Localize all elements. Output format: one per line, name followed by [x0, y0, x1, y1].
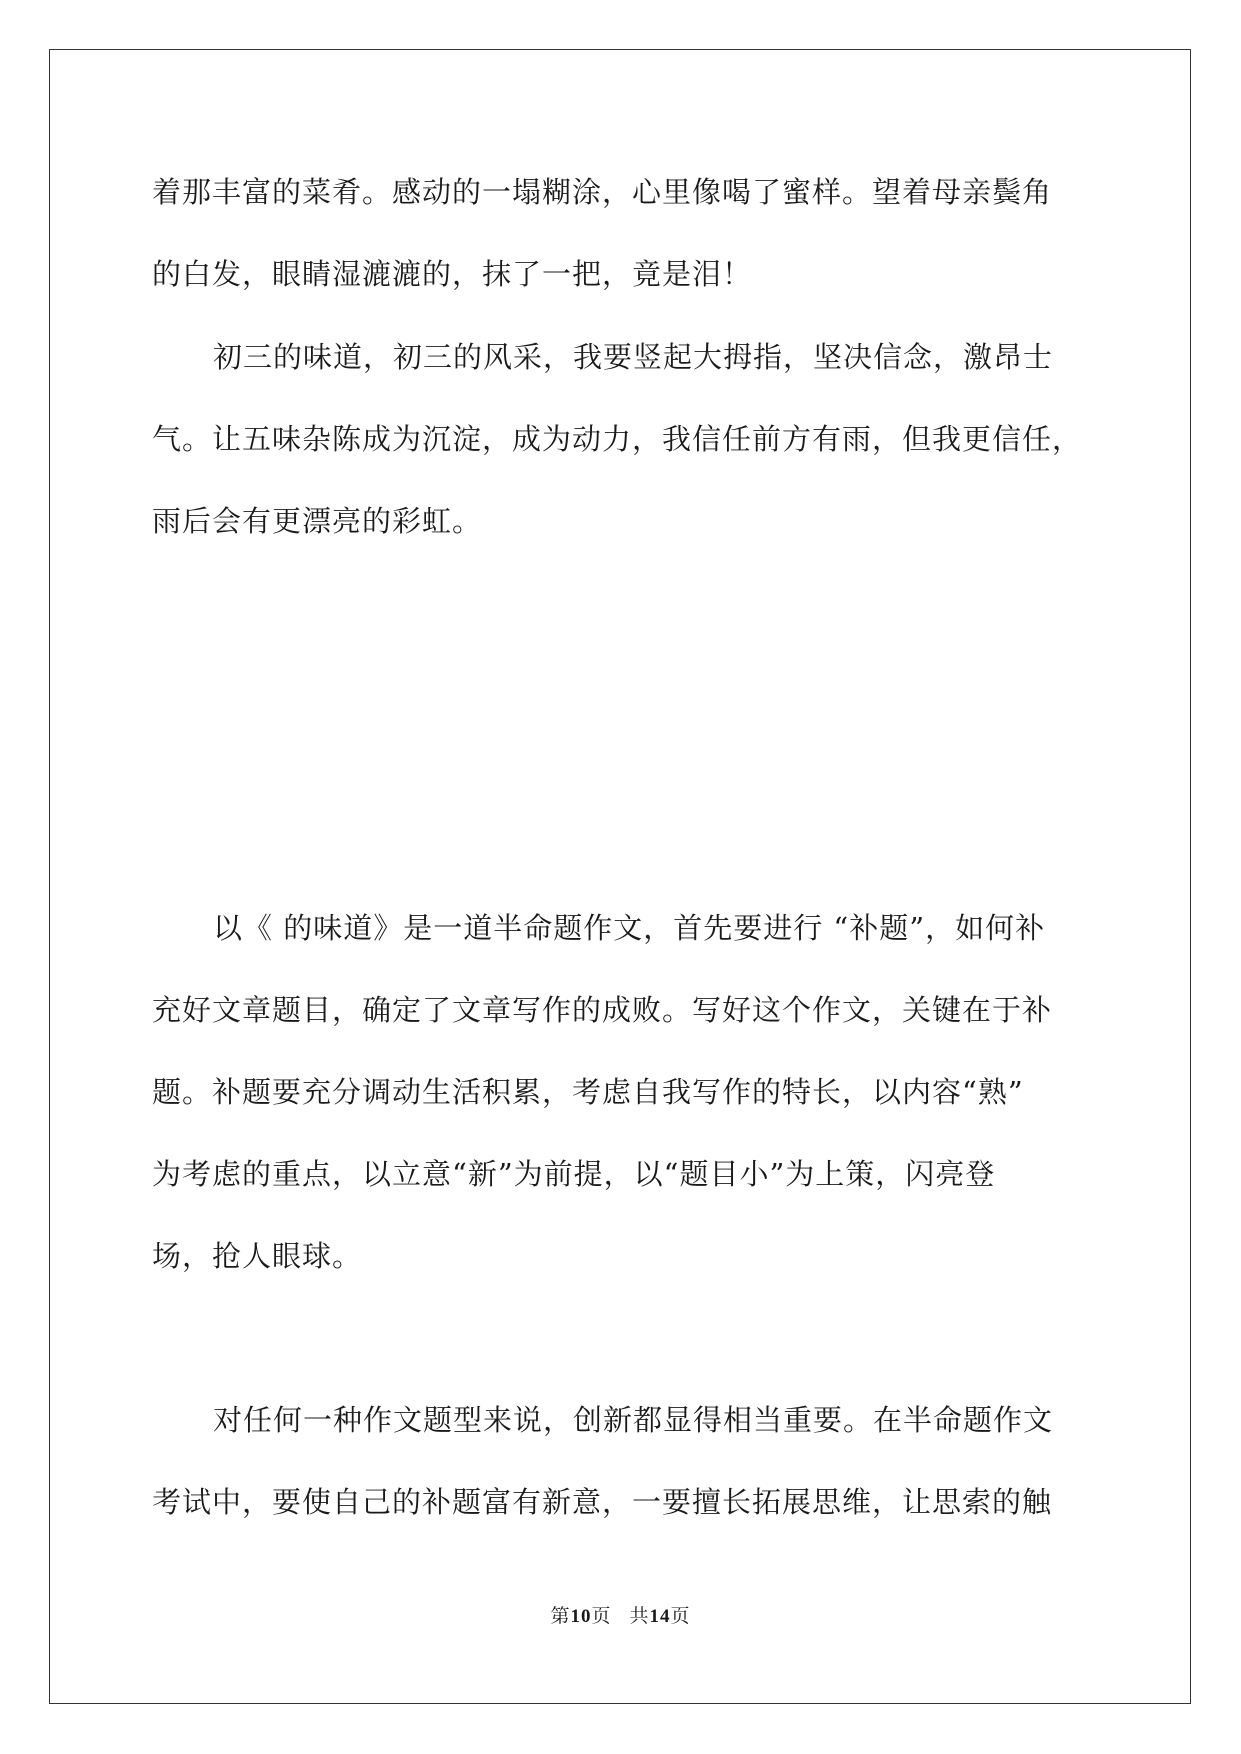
paragraph-2-line-3: 雨后会有更漂亮的彩虹。 [152, 504, 483, 538]
footer-total-prefix: 共 [629, 1605, 650, 1627]
current-page-number: 10 [570, 1606, 592, 1627]
paragraph-4-line-1: 对任何一种作文题型来说，创新都显得相当重要。在半命题作文 [213, 1403, 1054, 1437]
paragraph-3-line-3: 题。补题要充分调动生活积累，考虑自我写作的特长，以内容“熟” [152, 1075, 1024, 1109]
page-border [49, 49, 1191, 1704]
paragraph-3-line-5: 场，抢人眼球。 [152, 1239, 363, 1273]
page-footer [0, 1604, 1241, 1629]
footer-page-unit: 页 [591, 1605, 612, 1627]
paragraph-1-line-2: 的白发，眼睛湿漉漉的，抹了一把，竟是泪！ [152, 257, 753, 291]
paragraph-3-line-2: 充好文章题目，确定了文章写作的成败。写好这个作文，关键在于补 [152, 993, 1053, 1027]
paragraph-3-line-1: 以《 的味道》是一道半命题作文，首先要进行 “补题”，如何补 [213, 911, 1046, 945]
paragraph-2-line-2: 气。让五味杂陈成为沉淀，成为动力，我信任前方有雨，但我更信任， [152, 422, 1083, 456]
total-pages-number: 14 [649, 1606, 671, 1627]
footer-prefix: 第 [550, 1605, 571, 1627]
paragraph-1-line-1: 着那丰富的菜肴。感动的一塌糊涂，心里像喝了蜜样。望着母亲鬓角 [152, 175, 1053, 209]
paragraph-3-line-4: 为考虑的重点，以立意“新”为前提，以“题目小”为上策，闪亮登 [152, 1157, 996, 1191]
paragraph-4-line-2: 考试中，要使自己的补题富有新意，一要擅长拓展思维，让思索的触 [152, 1485, 1053, 1519]
footer-total-unit: 页 [670, 1605, 691, 1627]
paragraph-2-line-1: 初三的味道，初三的风采，我要竖起大拇指，坚决信念，激昂士 [213, 340, 1054, 374]
